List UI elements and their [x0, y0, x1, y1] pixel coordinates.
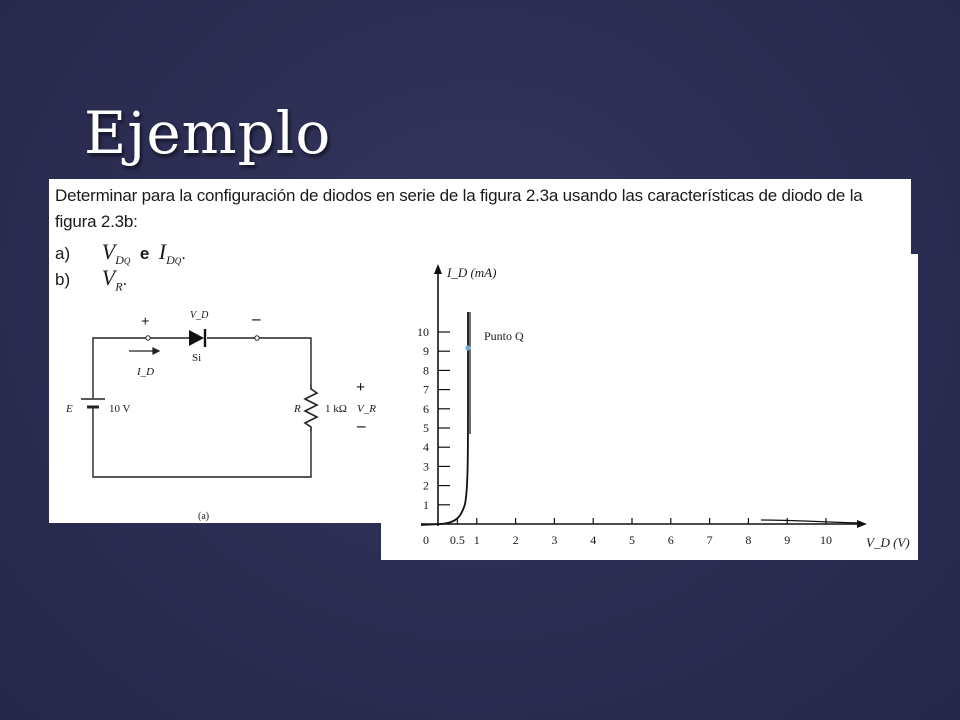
terminal-right	[255, 336, 259, 340]
problem-statement: Determinar para la configuración de diodos en serie de la figura 2.3a usando las características de diodo de la figura 2.3b:	[55, 186, 863, 231]
y-tick-label: 1	[423, 497, 429, 512]
y-tick-label: 6	[423, 401, 429, 416]
x-tick-label: 1	[473, 533, 480, 547]
diode-characteristic-panel	[381, 254, 918, 560]
y-tick-label: 3	[423, 459, 429, 474]
source-value: 10 V	[109, 403, 131, 415]
resistor-value: 1 kΩ	[325, 403, 347, 415]
x-tick-label: 4	[590, 533, 597, 547]
y-tick-label: 4	[423, 440, 429, 455]
x-tick-label: 2	[512, 533, 519, 547]
x-tick-label: 7	[706, 533, 713, 547]
polarity-minus-top: –	[252, 309, 261, 328]
slide-title: Ejemplo	[84, 99, 332, 167]
item-a-label: a)	[55, 244, 71, 263]
y-ticks	[417, 325, 450, 512]
y-tick-label: 5	[423, 421, 429, 435]
y-tick-label: 2	[423, 478, 429, 493]
source-label: E	[66, 403, 73, 415]
origin-label: 0	[423, 533, 429, 547]
y-tick-label: 7	[423, 382, 429, 397]
polarity-minus-right: –	[357, 416, 366, 435]
x-tick-label: 8	[745, 533, 752, 547]
x-tick-label: 5	[629, 533, 635, 547]
diode-characteristic-graph	[381, 254, 918, 560]
item-a: a) $V_{DQ}$ e $I_{DQ}$.	[55, 239, 186, 268]
diode-voltage-label: V_D	[190, 310, 209, 321]
item-b-label: b)	[55, 270, 71, 289]
x-ticks	[450, 518, 832, 547]
x-axis-label: V_D (V)	[866, 535, 910, 550]
figure-caption: (a)	[198, 511, 210, 522]
terminal-left	[146, 336, 150, 340]
battery-symbol	[81, 399, 105, 414]
diode-symbol	[189, 329, 205, 347]
y-axis-arrow	[434, 264, 442, 274]
q-point-marker	[465, 345, 470, 350]
diode-material-label: Si	[192, 352, 202, 364]
x-axis-arrow	[857, 520, 867, 528]
polarity-plus-right: +	[356, 379, 366, 396]
series-diode-circuit	[49, 179, 409, 523]
y-tick-label: 10	[417, 325, 429, 339]
x-tick-label: 3	[551, 533, 558, 547]
y-tick-label: 8	[423, 363, 429, 378]
current-arrow	[129, 348, 159, 354]
resistor-voltage-label: V_R	[357, 403, 376, 415]
x-tick-label: 6	[667, 533, 674, 547]
y-axis-label: I_D (mA)	[447, 265, 497, 280]
item-b: b) $V_R$.	[55, 265, 128, 294]
resistor-symbol	[305, 385, 317, 431]
x-tick-label: 10	[820, 533, 832, 547]
q-point-label: Punto Q	[484, 329, 524, 343]
polarity-plus-top: +	[141, 314, 150, 330]
x-tick-label: 9	[784, 533, 791, 547]
current-label: I_D	[137, 366, 155, 378]
resistor-label: R	[294, 403, 301, 415]
y-tick-label: 9	[423, 344, 429, 359]
x-tick-label: 0.5	[449, 533, 465, 547]
